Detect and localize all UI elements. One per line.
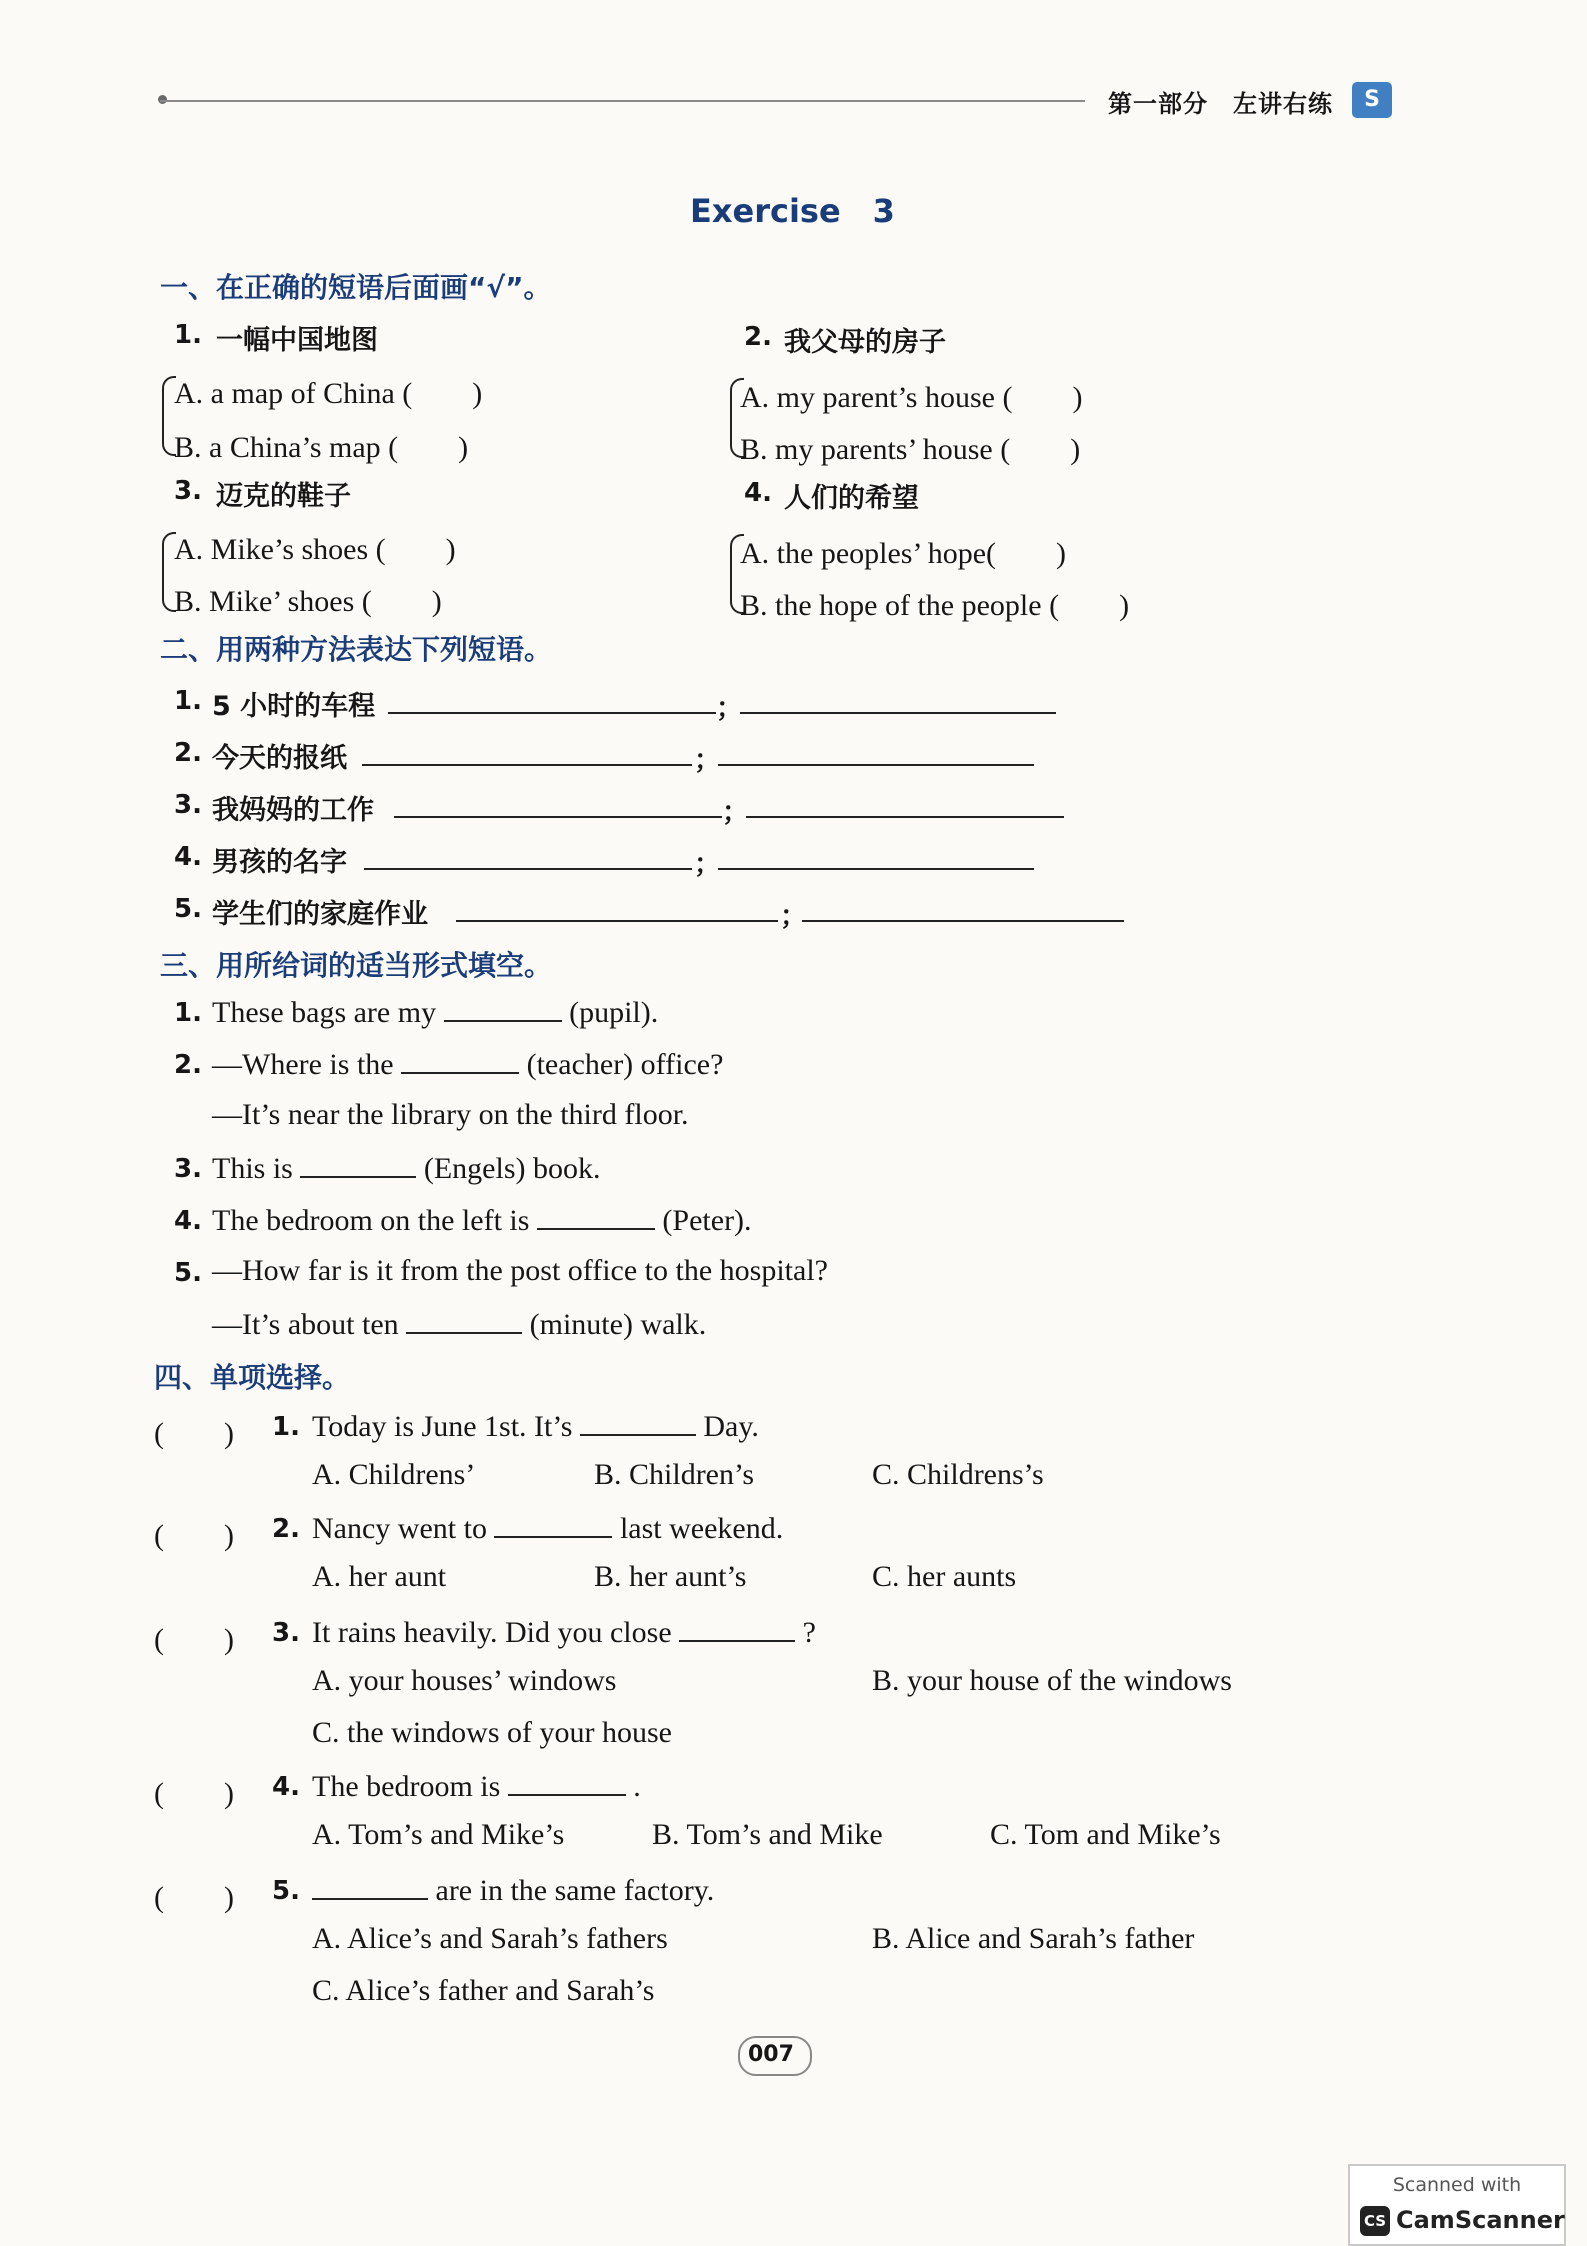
s1-q1-option-b: B. a China’s map ( ) (174, 431, 469, 464)
s1-q1-option-a: A. a map of China ( ) (174, 377, 483, 410)
scanner-top-text: Scanned with (1392, 2174, 1522, 2196)
page-number: 007 (748, 2042, 794, 2067)
s4-q2-stem (312, 1510, 783, 1546)
s2-q3-blank2[interactable] (746, 816, 1064, 818)
s4-q3-answer-paren[interactable]: ( ) (154, 1623, 234, 1656)
s3-q4-line (212, 1202, 752, 1238)
s1-q2-num: 2. (744, 322, 772, 352)
s1-q1-num: 1. (174, 320, 202, 350)
s1-q2-option-b: B. my parents’ house ( ) (740, 433, 1081, 466)
s4-q2-blank (494, 1510, 612, 1538)
camscanner-logo-icon: CS (1360, 2206, 1390, 2236)
s4-q5-answer-paren[interactable]: ( ) (154, 1881, 234, 1914)
s3-q1-post: (pupil). (569, 996, 659, 1029)
s4-q1-num: 1. (272, 1412, 300, 1442)
s4-q5-option-b[interactable]: B. Alice and Sarah’s father (872, 1922, 1195, 1955)
s4-q4-pre: The bedroom is (312, 1770, 501, 1803)
s2-q1-blank2[interactable] (740, 712, 1056, 714)
s2-q4-cn: 男孩的名字 (212, 847, 347, 878)
s4-q5-blank (312, 1872, 428, 1900)
header-badge-icon: S (1352, 82, 1392, 118)
s3-q3-num: 3. (174, 1154, 202, 1184)
s2-q3-num: 3. (174, 790, 202, 820)
s1-q2-cn: 我父母的房子 (784, 327, 946, 358)
s4-q3-stem (312, 1614, 816, 1650)
s3-q5-num: 5. (174, 1258, 202, 1288)
section3-heading: 三、用所给词的适当形式填空。 (160, 949, 553, 982)
s4-q2-post: last weekend. (619, 1512, 784, 1545)
s3-q5-question: —How far is it from the post office to the hospital? (212, 1254, 828, 1287)
s3-q1-num: 1. (174, 998, 202, 1028)
s1-q3-cn: 迈克的鞋子 (216, 481, 351, 512)
s4-q4-option-b[interactable]: B. Tom’s and Mike (652, 1818, 883, 1851)
s3-q1-pre: These bags are my (212, 996, 437, 1029)
s4-q5-option-a[interactable]: A. Alice’s and Sarah’s fathers (312, 1922, 668, 1955)
s4-q2-num: 2. (272, 1514, 300, 1544)
s4-q2-option-c[interactable]: C. her aunts (872, 1560, 1017, 1593)
s4-q4-post: . (633, 1770, 641, 1803)
s3-q2-pre: —Where is the (212, 1048, 394, 1081)
s2-q3-cn: 我妈妈的工作 (212, 795, 374, 826)
s3-q3-pre: This is (212, 1152, 293, 1185)
s4-q4-option-c[interactable]: C. Tom and Mike’s (990, 1818, 1221, 1851)
s3-q2-line (212, 1046, 723, 1082)
section4-heading: 四、单项选择。 (154, 1361, 351, 1394)
s2-q2-num: 2. (174, 738, 202, 768)
s1-q3-option-b: B. Mike’ shoes ( ) (174, 585, 442, 618)
s4-q1-stem (312, 1408, 759, 1444)
s2-q5-cn: 学生们的家庭作业 (212, 899, 428, 930)
s1-q4-cn: 人们的希望 (784, 483, 919, 514)
s2-q2-blank2[interactable] (718, 764, 1034, 766)
section2-heading: 二、用两种方法表达下列短语。 (160, 633, 553, 666)
s4-q1-option-c[interactable]: C. Childrens’s (872, 1458, 1044, 1491)
s3-q3-blank[interactable] (300, 1150, 416, 1178)
s3-q2-blank[interactable] (401, 1046, 519, 1074)
s1-q4-option-b: B. the hope of the people ( ) (740, 589, 1130, 622)
page-title: Exercise 3 (690, 192, 895, 230)
s4-q4-blank (508, 1768, 626, 1796)
s2-q1-blank1[interactable] (388, 712, 716, 714)
s3-q4-pre: The bedroom on the left is (212, 1204, 530, 1237)
s4-q5-post: are in the same factory. (435, 1874, 715, 1907)
s3-q3-line (212, 1150, 601, 1186)
s4-q2-answer-paren[interactable]: ( ) (154, 1519, 234, 1552)
s4-q5-num: 5. (272, 1876, 300, 1906)
s2-q2-cn: 今天的报纸 (212, 743, 347, 774)
s2-q5-num: 5. (174, 894, 202, 924)
s4-q1-option-a[interactable]: A. Childrens’ (312, 1458, 476, 1491)
s2-q3-sep: ； (722, 797, 749, 828)
s4-q3-blank (679, 1614, 795, 1642)
s4-q1-option-b[interactable]: B. Children’s (594, 1458, 755, 1491)
s2-q5-blank1[interactable] (456, 920, 778, 922)
s2-q5-sep: ； (780, 901, 807, 932)
s1-q3-num: 3. (174, 476, 202, 506)
section1-heading: 一、在正确的短语后面画“√”。 (160, 271, 552, 304)
s4-q2-pre: Nancy went to (312, 1512, 487, 1545)
s2-q3-blank1[interactable] (394, 816, 722, 818)
s3-q5-line2-post: (minute) walk. (529, 1308, 707, 1341)
s1-q4-option-a: A. the peoples’ hope( ) (740, 537, 1067, 570)
s3-q5-line2 (212, 1306, 706, 1342)
s4-q1-pre: Today is June 1st. It’s (312, 1410, 573, 1443)
s2-q1-num: 1. (174, 686, 202, 716)
s4-q4-stem (312, 1768, 641, 1804)
s2-q2-blank1[interactable] (362, 764, 692, 766)
s4-q5-option-c[interactable]: C. Alice’s father and Sarah’s (312, 1974, 655, 2007)
s3-q5-blank[interactable] (406, 1306, 522, 1334)
s4-q2-option-a[interactable]: A. her aunt (312, 1560, 447, 1593)
s1-q2-option-a: A. my parent’s house ( ) (740, 381, 1083, 414)
s4-q3-option-c[interactable]: C. the windows of your house (312, 1716, 672, 1749)
s4-q5-stem (312, 1872, 714, 1908)
s3-q3-post: (Engels) book. (423, 1152, 601, 1185)
s3-q5-line2-pre: —It’s about ten (212, 1308, 399, 1341)
s4-q4-option-a[interactable]: A. Tom’s and Mike’s (312, 1818, 565, 1851)
s3-q4-post: (Peter). (662, 1204, 752, 1237)
scanner-watermark (1348, 2164, 1566, 2246)
s3-q2-num: 2. (174, 1050, 202, 1080)
s4-q4-num: 4. (272, 1772, 300, 1802)
s2-q4-sep: ； (694, 849, 721, 880)
s1-q4-num: 4. (744, 478, 772, 508)
s2-q2-sep: ； (694, 745, 721, 776)
s3-q1-blank[interactable] (444, 994, 562, 1022)
s4-q3-num: 3. (272, 1618, 300, 1648)
s4-q4-answer-paren[interactable]: ( ) (154, 1777, 234, 1810)
s3-q4-blank[interactable] (537, 1202, 655, 1230)
s4-q1-answer-paren[interactable]: ( ) (154, 1417, 234, 1450)
s2-q5-blank2[interactable] (802, 920, 1124, 922)
s2-q4-blank1[interactable] (364, 868, 692, 870)
s4-q3-option-a[interactable]: A. your houses’ windows (312, 1664, 617, 1697)
s1-q1-cn: 一幅中国地图 (216, 325, 378, 356)
scanner-name: CamScanner (1396, 2206, 1565, 2234)
s1-q3-option-a: A. Mike’s shoes ( ) (174, 533, 456, 566)
s3-q2-post: (teacher) office? (526, 1048, 724, 1081)
s3-q2-answer: —It’s near the library on the third floor. (212, 1098, 689, 1131)
s3-q4-num: 4. (174, 1206, 202, 1236)
s2-q1-sep: ； (716, 693, 743, 724)
s4-q1-blank (580, 1408, 696, 1436)
s2-q1-cn: 5 小时的车程 (212, 691, 376, 722)
s4-q3-option-b[interactable]: B. your house of the windows (872, 1664, 1232, 1697)
header-rule (160, 100, 1085, 102)
s4-q3-pre: It rains heavily. Did you close (312, 1616, 672, 1649)
header-text: 第一部分 左讲右练 (1108, 90, 1333, 118)
s2-q4-num: 4. (174, 842, 202, 872)
s3-q1-line (212, 994, 658, 1030)
s4-q3-post: ? (802, 1616, 816, 1649)
s4-q1-post: Day. (703, 1410, 759, 1443)
s2-q4-blank2[interactable] (718, 868, 1034, 870)
s4-q2-option-b[interactable]: B. her aunt’s (594, 1560, 747, 1593)
